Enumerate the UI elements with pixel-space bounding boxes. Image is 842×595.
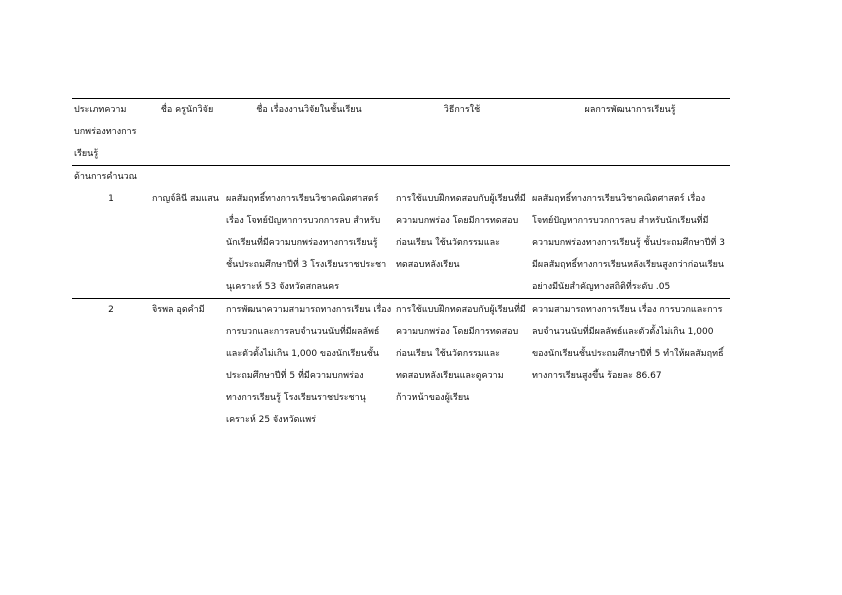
header-method: วิธีการใช้ [443, 105, 481, 115]
header-research-title: ชื่อ เรื่องงานวิจัยในชั้นเรียน [256, 105, 362, 115]
table-row [72, 299, 730, 432]
category-label: ด้านการคำนวณ [74, 172, 138, 182]
row-researcher: กาญจ์ลินี สมแสน [152, 194, 219, 204]
header-result: ผลการพัฒนาการเรียนรู้ [584, 105, 676, 115]
row-researcher: จิรพล อุดคำมี [152, 305, 205, 315]
row-result: ความสามารถทางการเรียน เรื่อง การบวกและการลบจำนวนนับที่มีผลลัพธ์และตัวตั้งไม่เกิน 1,000 ของนักเรียนชั้นประถมศึกษาปีที่ 5 ทำให้ผลสัมฤทธิ์ทางการเรียนสูงขึ้น ร้อยละ 86.67 [532, 305, 724, 381]
row-method: การใช้แบบฝึกทดสอบกับผู้เรียนที่มีความบกพร่อง โดยมีการทดสอบก่อนเรียน ใช้นวัตกรรมและทดสอบหลังเรียนและดูความก้าวหน้าของผู้เรียน [396, 305, 526, 403]
header-researcher: ชื่อ ครูนักวิจัย [160, 105, 214, 115]
table-header-row [72, 99, 730, 166]
table-row [72, 188, 730, 299]
row-result: ผลสัมฤทธิ์ทางการเรียนวิชาคณิตศาสตร์ เรื่อง โจทย์ปัญหาการบวกการลบ สำหรับนักเรียนที่มีความบกพร่องทางการเรียนรู้ ชั้นประถมศึกษาปีที่ 3 มีผลสัมฤทธิ์ทางการเรียนหลังเรียนสูงกว่าก่อนเรียนอย่างมีนัยสำคัญทางสถิติที่ระดับ .05 [532, 194, 725, 292]
row-title: การพัฒนาความสามารถทางการเรียน เรื่อง การบวกและการลบจำนวนนับที่มีผลลัพธ์และตัวตั้งไม่เกิน 1,000 ของนักเรียนชั้นประถมศึกษาปีที่ 5 ที่มีความบกพร่องทางการเรียนรู้ โรงเรียนราชประชานุเคราะห์ 25 จังหวัดแพร่ [226, 305, 392, 425]
row-number: 1 [108, 194, 114, 204]
row-number: 2 [108, 305, 114, 315]
category-row [72, 166, 730, 189]
header-disability-type: ประเภทความบกพร่องทางการเรียนรู้ [74, 105, 137, 159]
row-method: การใช้แบบฝึกทดสอบกับผู้เรียนที่มีความบกพร่อง โดยมีการทดสอบก่อนเรียน ใช้นวัตกรรมและทดสอบหลังเรียน [396, 194, 526, 270]
row-title: ผลสัมฤทธิ์ทางการเรียนวิชาคณิตศาสตร์ เรื่อง โจทย์ปัญหาการบวกการลบ สำหรับนักเรียนที่มีความบกพร่องทางการเรียนรู้ ชั้นประถมศึกษาปีที่ 3 โรงเรียนราชประชานุเคราะห์ 53 จังหวัดสกลนคร [226, 194, 387, 292]
research-table [72, 98, 730, 431]
